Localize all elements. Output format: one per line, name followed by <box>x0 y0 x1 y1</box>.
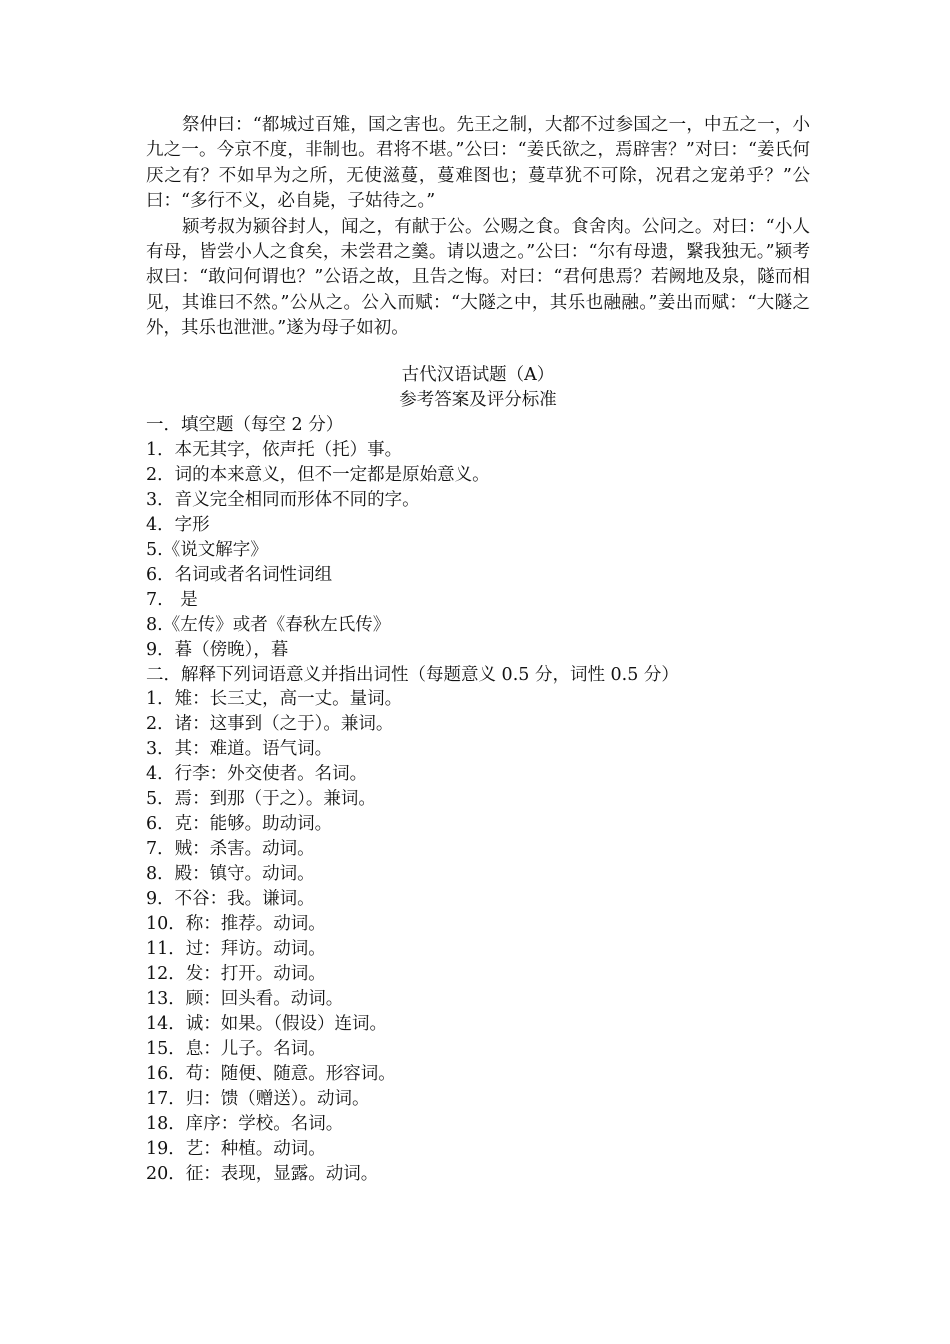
answer-item: 12．发：打开。动词。 <box>146 963 326 984</box>
answer-item: 20．征：表现，显露。动词。 <box>146 1163 379 1184</box>
answer-item: 11．过：拜访。动词。 <box>146 939 326 960</box>
section-heading-word-meaning: 二．解释下列词语意义并指出词性（每题意义 0.5 分，词性 0.5 分） <box>146 664 679 685</box>
passage-paragraph-1: 祭仲曰：“都城过百雉，国之害也。先王之制，大都不过参国之一，中五之一，小九之一。今京不度，非制也。君将不堪。”公曰：“姜氏欲之，焉辟害？”对曰：“姜氏何厌之有？不如早为之所，无使滋蔓，蔓难图也；蔓草犹不可除，况君之宠弟乎？”公曰：“多行不义，必自毙，子姑待之。” <box>146 115 810 212</box>
answer-item: 7．贼：杀害。动词。 <box>146 839 315 860</box>
answer-item: 1．雉：长三丈，高一丈。量词。 <box>146 689 403 710</box>
answer-item: 7. 是 <box>146 589 198 610</box>
answer-item: 6．名词或者名词性词组 <box>146 564 333 585</box>
answer-item: 6．克：能够。助动词。 <box>146 814 333 835</box>
answer-item: 5．焉：到那（于之）。兼词。 <box>146 789 376 810</box>
answer-item: 18．庠序：学校。名词。 <box>146 1113 344 1134</box>
answer-item: 5.《说文解字》 <box>146 539 268 560</box>
answer-item: 10．称：推荐。动词。 <box>146 914 326 935</box>
answer-item: 13．顾：回头看。动词。 <box>146 988 344 1009</box>
exam-title: 古代汉语试题（A） <box>401 365 555 385</box>
answer-item: 2．词的本来意义，但不一定都是原始意义。 <box>146 464 490 485</box>
exam-subtitle: 参考答案及评分标准 <box>399 390 557 410</box>
answer-item: 4．行李：外交使者。名词。 <box>146 764 368 785</box>
answer-item: 3．其：难道。语气词。 <box>146 739 333 760</box>
answer-item: 15．息：儿子。名词。 <box>146 1038 326 1059</box>
answer-item: 8.《左传》或者《春秋左氏传》 <box>146 614 391 635</box>
answer-item: 9．暮（傍晚），暮 <box>146 639 289 660</box>
classical-passage <box>146 113 810 342</box>
answer-item: 4．字形 <box>146 514 210 535</box>
answer-item: 14．诚：如果。（假设）连词。 <box>146 1013 388 1034</box>
answer-item: 17．归：馈（赠送）。动词。 <box>146 1088 370 1109</box>
answer-item: 8．殿：镇守。动词。 <box>146 864 315 885</box>
answer-item: 9．不谷：我。谦词。 <box>146 889 315 910</box>
answer-list <box>146 413 810 1187</box>
answer-item: 1．本无其字，依声托（托）事。 <box>146 439 403 460</box>
answer-item: 3．音义完全相同而形体不同的字。 <box>146 489 420 510</box>
answer-item: 2．诸：这事到（之于）。兼词。 <box>146 714 394 735</box>
passage-paragraph-2: 颍考叔为颍谷封人，闻之，有献于公。公赐之食。食舍肉。公问之。对曰：“小人有母，皆尝小人之食矣，未尝君之羹。请以遗之。”公曰：“尔有母遗，繄我独无。”颍考叔曰：“敢问何谓也？”公语之故，且告之悔。对曰：“君何患焉？若阙地及泉，隧而相见，其谁曰不然。”公从之。公入而赋：“大隧之中，其乐也融融。”姜出而赋：“大隧之外，其乐也泄泄。”遂为母子如初。 <box>146 216 810 339</box>
answer-item: 19．艺：种植。动词。 <box>146 1138 326 1159</box>
answer-item: 16．苟：随便、随意。形容词。 <box>146 1063 396 1084</box>
section-heading-fill-blank: 一．填空题（每空 2 分） <box>146 415 344 435</box>
